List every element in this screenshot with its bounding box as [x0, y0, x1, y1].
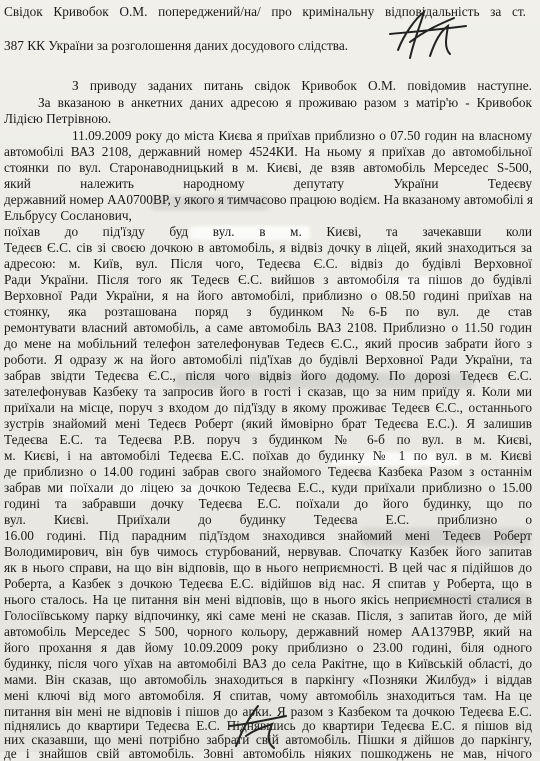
- body-line: як в нього справи, на що він відповів, що в нього неприємності. В цей час я підійшов до: [4, 560, 532, 575]
- body-line: Ради України. Після того як Тедеєв Є.С. вийшов з автомобіля та пішов до будівлі: [4, 272, 532, 287]
- body-line: поїхав до під'їзду буд вул. в м. Києві, та зачекавши коли: [4, 224, 532, 239]
- body-line: автомобіль Мерседес S 500, чорного кольору, державний номер АА1379ВР, який на: [4, 624, 532, 639]
- warning-line-2: 387 КК України за розголошення даних досудового слідства.: [4, 38, 349, 53]
- signature-top: [380, 4, 470, 66]
- body-line: мами. Він сказав, що автомобіль знаходиться в паркінгу «Позняки Жилбуд» і віддав: [4, 672, 532, 687]
- body-line: вул. Києві. Приїхали до будинку Тедеєва Е.С. приблизно о: [4, 512, 532, 527]
- body-line: зустрів знайомий мені Тедеєв Роберт (який ймовірно брат Тедеєва Е.С.). Я залишив: [4, 416, 532, 431]
- body-line: Роберта, а Казбек з дочкою Тедеєва Е.С. відійшов від нас. Я спитав у Роберта, що в: [4, 576, 532, 591]
- body-line: який належить народному депутату України Тедеєву: [4, 176, 532, 191]
- body-line: них сказавши, що мені потрібно забрати свій автомобіль. Пішки я дійшов до паркінгу,: [4, 732, 532, 747]
- body-line: автомобілі ВАЗ 2108, державний номер 4524КИ. На ньому я приїхав до автомобільної: [4, 144, 532, 159]
- body-line: Володимирович, він був чимось стурбований, нервував. Спочатку Казбек його запитав: [4, 544, 532, 559]
- body-line: годині та забравши дочку Тедеєва Е.С. поїхали до його будинку, що по: [4, 496, 532, 511]
- signature-bottom: [222, 700, 292, 752]
- body-line: де і знайшов свій автомобіль. Зовні автомобіль ніяких пошкоджень не мав, нічого: [4, 746, 532, 761]
- warning-line-1: Свідок Кривобок О.М. попереджений/на/ про кримінальну відповідальність за ст.: [4, 4, 526, 19]
- body-line: де приблизно о 14.00 годині забрав свого знайомого Тедеєва Казбека Разом з останнім: [4, 464, 532, 479]
- body-line: його прохання я дав йому 10.09.2009 року приблизно о 23.00 годині, біля одного: [4, 640, 532, 655]
- body-line: За вказаною в анкетних даних адресою я проживаю разом з матір'ю - Кривобок: [38, 95, 532, 110]
- body-line: Верховної Ради України, я на його автомобілі, приблизно о 08.50 годині приїхав на: [4, 288, 532, 303]
- body-line: приїхали на місце, поруч з входом до під'їзду в якому проживає Тедеєв Є.С., останнього: [4, 400, 532, 415]
- body-line: адресою: м. Київ, вул. Після чого, Тедеєва Є.С. відвіз до будівлі Верховної: [4, 256, 532, 271]
- body-line: стоянку, яка розташована поряд з будинком №6-Б по вул. де став: [4, 304, 532, 319]
- body-line: м. Києві, і на автомобілі Тедеєва Е.С. поїхав до будинку № 1 по вул. в м. Києві: [4, 448, 532, 463]
- body-line: державний номер АА0700ВР, у якого я тимчасово працюю водієм. На вказаному автомобілі я: [4, 192, 534, 207]
- body-line: забрав звідти Тедеєва Є.С., після чого відвіз його додому. По дорозі Тедеєв Є.С.: [4, 368, 532, 383]
- body-line: Ельбрусу Сосланович,: [4, 208, 132, 223]
- body-line: мені ключі від мого автомобіля. Я спитав, чому автомобіль знаходиться там. На це: [4, 688, 532, 703]
- body-line: нього сталось. На це питання він мені відповів, що в нього якісь неприємності сталися в: [4, 592, 532, 607]
- body-line: питання він мені не відповів і пішов до арки. Я разом з Казбеком та дочкою Тедеєва Е.С.: [4, 704, 532, 719]
- body-line: 11.09.2009 року до міста Києва я приїхав приблизно о 07.50 годин на власному: [72, 128, 532, 143]
- intro-line: З приводу заданих питань свідок Кривобок О.М. повідомив наступне.: [72, 78, 532, 93]
- body-line: Тедеєв Є.С. сів зі своєю дочкою в автомобіль, я відвіз дочку в ліцей, який знаходиться за: [4, 240, 532, 255]
- body-line: ремонтувати власний автомобіль, а саме автомобіль ВАЗ 2108. Приблизно о 11.50 годин: [4, 320, 532, 335]
- body-line: 16.00 годині. Під парадним під'їздом знаходився знайомий мені Тедеєв Роберт: [4, 528, 532, 543]
- body-line: Тедеєва Е.С. та Тедеєва Р.В. поруч з будинком № 6-б по вул. в м. Києві,: [4, 432, 532, 447]
- body-line: стоянки по вул. Старонаводницький в м. Києві, де взяв автомобіль Мерседес S-500,: [4, 160, 532, 175]
- body-line: роботи. Я одразу ж на його автомобілі під'їхав до будівлі Верховної Ради України, та: [4, 352, 532, 367]
- body-line: Голосіївському парку відпочинку, які саме мені не сказав. Після, з запитав його, де мій: [4, 608, 532, 623]
- body-line: Лідією Петрівною.: [4, 111, 112, 126]
- body-line: зателефонував Казбеку та запросив його в гості і сказав, що за ним приїду я. Коли ми: [4, 384, 532, 399]
- body-line: піднялись до квартири Тедеєва Е.С. Піднявшись до квартири Тедеєва Е.С. я пішов від: [4, 718, 532, 733]
- body-line: будинку, після чого уїхав на автомобілі ВАЗ до села Ракітне, що в Київській області, до: [4, 656, 532, 671]
- body-line: до мене на мобільний телефон зателефонував Тедеєв Є.С., який просив забрати його з: [4, 336, 532, 351]
- body-line: забрав ми поїхали до ліцею за дочкою Тедеєва Е.С., куди приїхали приблизно о 15.00: [4, 480, 532, 495]
